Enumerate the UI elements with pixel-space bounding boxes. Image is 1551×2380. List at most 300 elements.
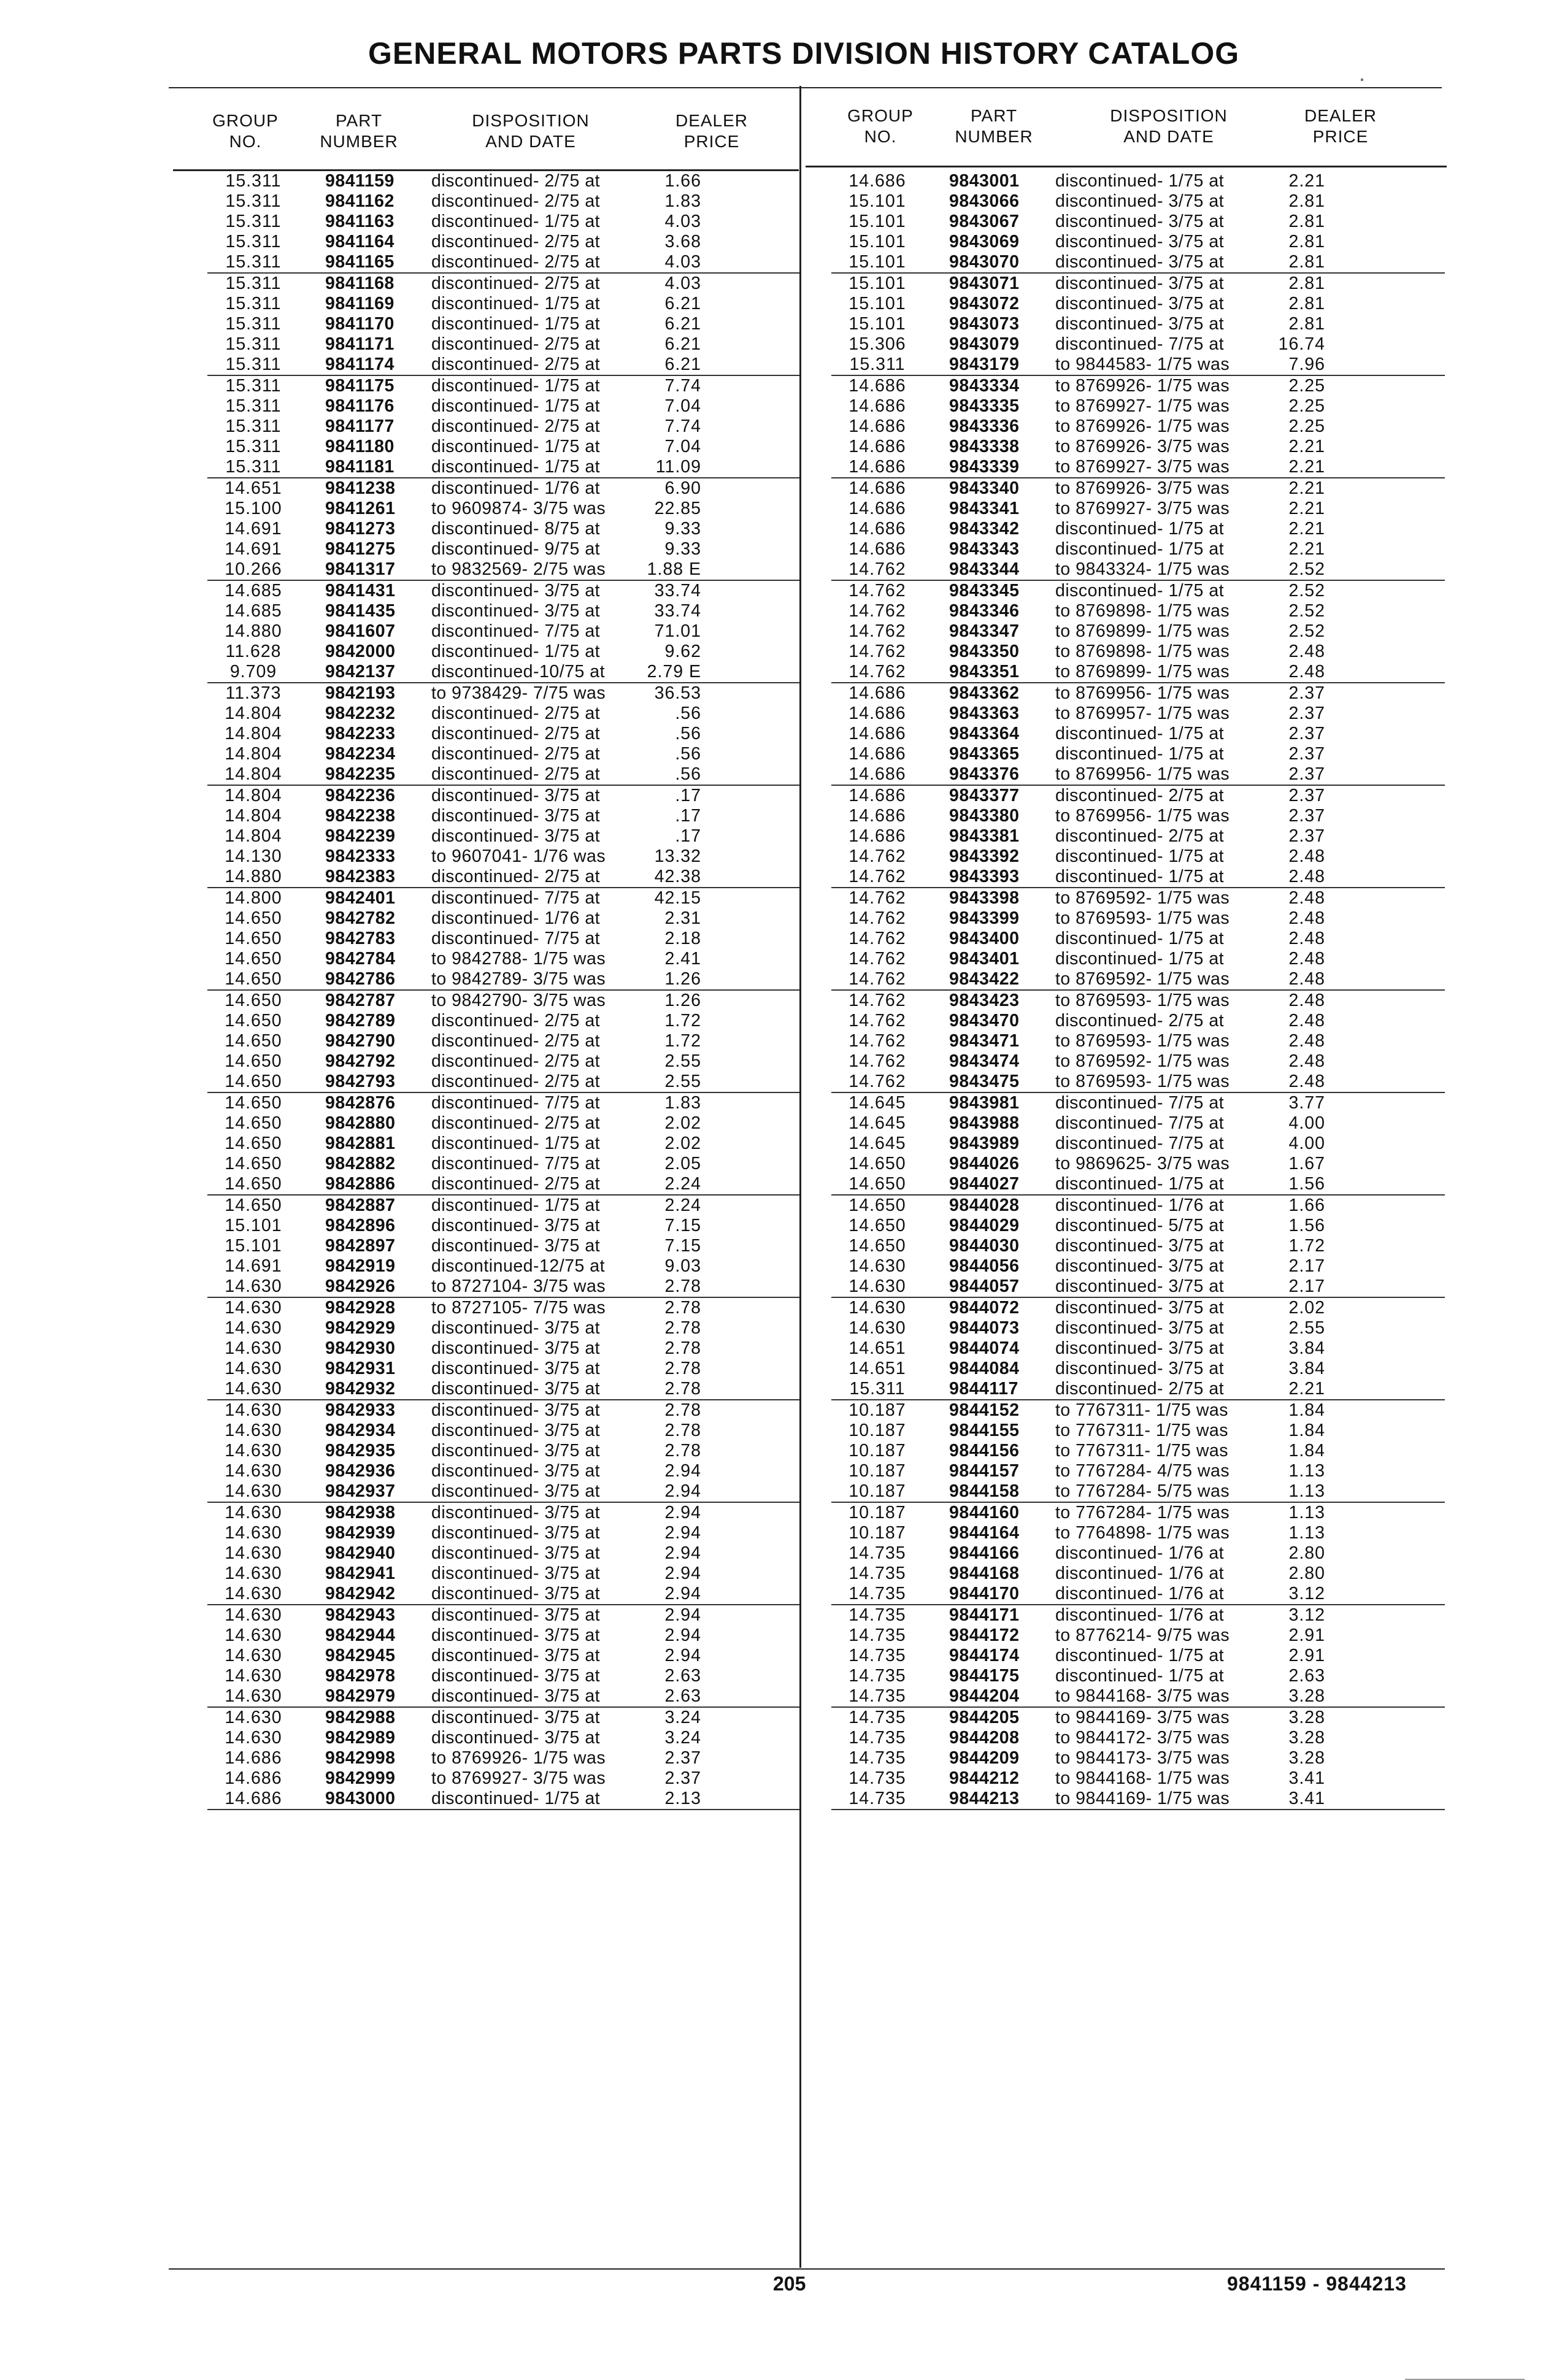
part-number: 9844174 xyxy=(949,1646,1020,1665)
table-row xyxy=(207,334,799,355)
disposition: discontinued- 2/75 at xyxy=(431,704,601,723)
dealer-price: 9.33 xyxy=(664,539,701,559)
group-number: 15.311 xyxy=(225,355,282,374)
part-number: 9841168 xyxy=(325,274,394,293)
disposition: discontinued- 3/75 at xyxy=(431,1686,601,1706)
group-number: 14.686 xyxy=(225,1748,282,1768)
dealer-price: 7.15 xyxy=(664,1236,701,1256)
group-number: 14.735 xyxy=(849,1564,906,1583)
table-row xyxy=(831,1523,1445,1543)
dealer-price: 2.81 xyxy=(1288,252,1325,272)
disposition: to 8769957- 1/75 was xyxy=(1055,704,1230,723)
dealer-price: 2.78 xyxy=(664,1276,701,1296)
dealer-price: 2.63 xyxy=(664,1666,701,1686)
table-row xyxy=(831,1584,1445,1605)
part-number: 9844158 xyxy=(949,1481,1020,1501)
disposition: to 8769927- 3/75 was xyxy=(1055,499,1230,518)
table-row xyxy=(207,1134,799,1154)
part-number: 9842383 xyxy=(325,867,396,886)
table-row xyxy=(207,826,799,846)
group-number: 14.630 xyxy=(225,1708,282,1727)
dealer-price: 2.94 xyxy=(664,1461,701,1481)
disposition: discontinued- 3/75 at xyxy=(431,1543,601,1563)
disposition: discontinued- 3/75 at xyxy=(431,1461,601,1481)
disposition: discontinued- 2/75 at xyxy=(431,724,601,743)
part-number: 9843422 xyxy=(949,969,1020,989)
table-row xyxy=(207,1728,799,1748)
dealer-price: 2.25 xyxy=(1288,396,1325,416)
part-number: 9841163 xyxy=(325,212,394,231)
part-number: 9842236 xyxy=(325,786,396,805)
table-row xyxy=(207,252,799,274)
table-row xyxy=(831,621,1445,642)
part-number: 9844212 xyxy=(949,1768,1020,1788)
table-row xyxy=(207,1421,799,1441)
dealer-price: 2.24 xyxy=(664,1196,701,1215)
dealer-price: 2.37 xyxy=(1288,683,1325,703)
part-number: 9842998 xyxy=(325,1748,396,1768)
table-row xyxy=(207,1400,799,1421)
part-number: 9843393 xyxy=(949,867,1020,886)
table-row xyxy=(831,1686,1445,1708)
disposition: discontinued- 7/75 at xyxy=(1055,1113,1225,1133)
dealer-price: 2.37 xyxy=(1288,806,1325,826)
part-number: 9842787 xyxy=(325,991,396,1010)
disposition: discontinued- 3/75 at xyxy=(431,1626,601,1645)
table-row xyxy=(207,1011,799,1031)
dealer-price: 9.03 xyxy=(664,1256,701,1276)
part-number: 9843079 xyxy=(949,334,1020,354)
disposition: discontinued- 1/75 at xyxy=(431,314,601,334)
group-number: 15.311 xyxy=(225,457,282,477)
right-header-group: GROUP NO. xyxy=(847,106,914,146)
group-number: 14.685 xyxy=(225,581,282,601)
footer-rule xyxy=(169,2268,1445,2270)
disposition: discontinued- 1/75 at xyxy=(1055,846,1225,866)
table-row xyxy=(207,929,799,949)
table-row xyxy=(207,1768,799,1789)
dealer-price: 1.13 xyxy=(1288,1461,1325,1481)
group-number: 14.630 xyxy=(225,1400,282,1420)
disposition: discontinued- 2/75 at xyxy=(431,232,601,251)
table-row xyxy=(207,1031,799,1051)
dealer-price: 2.78 xyxy=(664,1400,701,1420)
part-number: 9841431 xyxy=(325,581,396,601)
group-number: 15.101 xyxy=(849,212,906,231)
group-number: 15.311 xyxy=(225,191,282,211)
group-number: 14.735 xyxy=(849,1605,906,1625)
part-number: 9842932 xyxy=(325,1379,396,1399)
table-row xyxy=(831,1072,1445,1093)
part-number: 9842926 xyxy=(325,1276,396,1296)
group-number: 14.650 xyxy=(225,1134,282,1153)
disposition: discontinued- 1/75 at xyxy=(1055,949,1225,969)
group-number: 14.804 xyxy=(225,744,282,764)
group-number: 14.735 xyxy=(849,1543,906,1563)
table-row xyxy=(207,232,799,252)
dealer-price: 2.13 xyxy=(664,1789,701,1808)
part-number: 9843474 xyxy=(949,1051,1020,1071)
group-number: 14.630 xyxy=(225,1298,282,1318)
dealer-price: .56 xyxy=(675,764,701,784)
disposition: discontinued- 3/75 at xyxy=(431,1564,601,1583)
table-row xyxy=(207,601,799,621)
dealer-price: 2.94 xyxy=(664,1646,701,1665)
table-row xyxy=(207,1113,799,1134)
disposition: to 7767311- 1/75 was xyxy=(1055,1441,1229,1461)
part-number: 9844156 xyxy=(949,1441,1020,1461)
group-number: 15.311 xyxy=(225,232,282,251)
dealer-price: 2.48 xyxy=(1288,908,1325,928)
dealer-price: 2.94 xyxy=(664,1626,701,1645)
table-row xyxy=(831,888,1445,908)
dealer-price: 3.84 xyxy=(1288,1338,1325,1358)
disposition: discontinued- 3/75 at xyxy=(431,1584,601,1603)
table-row xyxy=(831,683,1445,704)
part-number: 9843363 xyxy=(949,704,1020,723)
group-number: 14.650 xyxy=(849,1154,906,1173)
group-number: 14.762 xyxy=(849,601,906,621)
table-row xyxy=(831,355,1445,376)
table-row xyxy=(831,1441,1445,1461)
part-number: 9842782 xyxy=(325,908,396,928)
part-number: 9842942 xyxy=(325,1584,396,1603)
group-number: 9.709 xyxy=(229,662,277,681)
table-row xyxy=(831,478,1445,499)
dealer-price: 2.37 xyxy=(1288,724,1325,743)
part-number: 9842238 xyxy=(325,806,396,826)
group-number: 15.311 xyxy=(849,1379,906,1399)
part-number: 9841165 xyxy=(325,252,394,272)
group-number: 15.306 xyxy=(849,334,906,354)
part-number: 9843344 xyxy=(949,559,1020,579)
group-number: 14.762 xyxy=(849,867,906,886)
part-number: 9842937 xyxy=(325,1481,396,1501)
group-number: 14.630 xyxy=(225,1523,282,1543)
disposition: discontinued- 3/75 at xyxy=(431,1523,601,1543)
dealer-price: 7.74 xyxy=(664,416,701,436)
table-row xyxy=(207,581,799,601)
dealer-price: 4.00 xyxy=(1288,1113,1325,1133)
disposition: to 9832569- 2/75 was xyxy=(431,559,606,579)
disposition: discontinued- 3/75 at xyxy=(431,1421,601,1440)
part-number: 9843071 xyxy=(949,274,1020,293)
left-header-disposition: DISPOSITION AND DATE xyxy=(472,111,590,151)
dealer-price: 6.21 xyxy=(664,355,701,374)
part-number: 9841181 xyxy=(325,457,394,477)
disposition: to 8769898- 1/75 was xyxy=(1055,601,1230,621)
part-number: 9843376 xyxy=(949,764,1020,784)
dealer-price: .56 xyxy=(675,724,701,743)
disposition: discontinued- 2/75 at xyxy=(1055,826,1225,846)
dealer-price: 9.33 xyxy=(664,519,701,539)
group-number: 15.100 xyxy=(225,499,282,518)
dealer-price: 2.41 xyxy=(664,949,701,969)
group-number: 14.650 xyxy=(225,1051,282,1071)
scan-speck xyxy=(1361,79,1363,81)
group-number: 14.735 xyxy=(849,1666,906,1686)
table-row xyxy=(207,294,799,314)
group-number: 14.645 xyxy=(849,1134,906,1153)
dealer-price: 2.21 xyxy=(1288,1379,1325,1399)
part-number: 9842897 xyxy=(325,1236,396,1256)
group-number: 14.735 xyxy=(849,1708,906,1727)
table-row xyxy=(207,662,799,683)
table-row xyxy=(831,1154,1445,1174)
disposition: discontinued- 1/76 at xyxy=(1055,1584,1225,1603)
right-header-disposition: DISPOSITION AND DATE xyxy=(1110,106,1228,146)
dealer-price: 2.94 xyxy=(664,1523,701,1543)
part-number: 9842137 xyxy=(325,662,396,681)
group-number: 14.686 xyxy=(849,416,906,436)
table-row xyxy=(831,1134,1445,1154)
table-row xyxy=(831,786,1445,806)
table-row xyxy=(207,642,799,662)
disposition: discontinued- 3/75 at xyxy=(431,1481,601,1501)
table-row xyxy=(207,744,799,764)
disposition: discontinued- 3/75 at xyxy=(431,1605,601,1625)
dealer-price: 2.78 xyxy=(664,1298,701,1318)
disposition: discontinued-10/75 at xyxy=(431,662,606,681)
dealer-price: 3.24 xyxy=(664,1728,701,1748)
disposition: discontinued- 2/75 at xyxy=(431,764,601,784)
part-number: 9844172 xyxy=(949,1626,1020,1645)
table-row xyxy=(207,1686,799,1708)
group-number: 14.686 xyxy=(849,764,906,784)
disposition: discontinued- 1/75 at xyxy=(1055,1646,1225,1665)
group-number: 14.762 xyxy=(849,949,906,969)
disposition: to 8776214- 9/75 was xyxy=(1055,1626,1230,1645)
part-number: 9842943 xyxy=(325,1605,396,1625)
catalog-title: GENERAL MOTORS PARTS DIVISION HISTORY CATALOG xyxy=(368,36,1240,71)
disposition: to 8769926- 1/75 was xyxy=(1055,376,1230,396)
part-number: 9843423 xyxy=(949,991,1020,1010)
dealer-price: 2.18 xyxy=(664,929,701,948)
dealer-price: 1.66 xyxy=(664,171,701,191)
dealer-price: 2.05 xyxy=(664,1154,701,1173)
dealer-price: 2.37 xyxy=(1288,744,1325,764)
group-number: 14.686 xyxy=(849,539,906,559)
disposition: discontinued- 3/75 at xyxy=(1055,274,1225,293)
title-rule xyxy=(169,87,1442,88)
disposition: discontinued- 3/75 at xyxy=(1055,1236,1225,1256)
dealer-price: 4.00 xyxy=(1288,1134,1325,1153)
dealer-price: 2.48 xyxy=(1288,846,1325,866)
part-number: 9841273 xyxy=(325,519,396,539)
group-number: 14.762 xyxy=(849,1051,906,1071)
table-row xyxy=(207,888,799,908)
part-number: 9842935 xyxy=(325,1441,396,1461)
table-row xyxy=(831,1196,1445,1216)
group-number: 14.650 xyxy=(225,1174,282,1194)
disposition: discontinued- 2/75 at xyxy=(1055,1379,1225,1399)
dealer-price: 2.81 xyxy=(1288,274,1325,293)
disposition: discontinued- 1/75 at xyxy=(431,376,601,396)
disposition: to 9844168- 3/75 was xyxy=(1055,1686,1230,1706)
part-number: 9842786 xyxy=(325,969,396,989)
disposition: to 8769592- 1/75 was xyxy=(1055,969,1230,989)
disposition: to 9844583- 1/75 was xyxy=(1055,355,1230,374)
disposition: discontinued- 8/75 at xyxy=(431,519,601,539)
part-number: 9841171 xyxy=(325,334,394,354)
dealer-price: 2.91 xyxy=(1288,1626,1325,1645)
table-row xyxy=(207,1338,799,1359)
table-row xyxy=(207,1093,799,1113)
dealer-price: 42.38 xyxy=(654,867,701,886)
table-row xyxy=(207,1503,799,1523)
dealer-price: .56 xyxy=(675,744,701,764)
dealer-price: 3.41 xyxy=(1288,1789,1325,1808)
disposition: discontinued- 1/75 at xyxy=(431,642,601,661)
disposition: discontinued- 2/75 at xyxy=(431,1011,601,1031)
part-number: 9842401 xyxy=(325,888,396,908)
group-number: 14.762 xyxy=(849,888,906,908)
group-number: 14.800 xyxy=(225,888,282,908)
disposition: to 9869625- 3/75 was xyxy=(1055,1154,1230,1173)
table-row xyxy=(831,1113,1445,1134)
dealer-price: 2.37 xyxy=(1288,704,1325,723)
dealer-price: 3.28 xyxy=(1288,1686,1325,1706)
group-number: 14.630 xyxy=(225,1461,282,1481)
disposition: discontinued- 1/75 at xyxy=(1055,867,1225,886)
table-row xyxy=(831,1646,1445,1666)
dealer-price: .17 xyxy=(675,806,701,826)
part-number: 9843351 xyxy=(949,662,1020,681)
group-number: 14.630 xyxy=(225,1686,282,1706)
group-number: 14.630 xyxy=(849,1276,906,1296)
disposition: discontinued- 3/75 at xyxy=(431,806,601,826)
table-row xyxy=(831,1708,1445,1728)
part-number: 9844155 xyxy=(949,1421,1020,1440)
disposition: to 9844169- 1/75 was xyxy=(1055,1789,1230,1808)
dealer-price: 3.28 xyxy=(1288,1728,1325,1748)
group-number: 14.650 xyxy=(225,1031,282,1051)
dealer-price: 9.62 xyxy=(664,642,701,661)
table-row xyxy=(831,274,1445,294)
group-number: 14.630 xyxy=(225,1626,282,1645)
group-number: 15.311 xyxy=(225,396,282,416)
dealer-price: 1.13 xyxy=(1288,1523,1325,1543)
table-row xyxy=(207,949,799,969)
disposition: to 9607041- 1/76 was xyxy=(431,846,606,866)
part-number: 9841162 xyxy=(325,191,394,211)
part-number: 9841164 xyxy=(325,232,394,251)
group-number: 14.804 xyxy=(225,764,282,784)
dealer-price: 1.83 xyxy=(664,191,701,211)
dealer-price: 2.79 E xyxy=(647,662,701,681)
group-number: 14.630 xyxy=(225,1605,282,1625)
table-row xyxy=(831,1605,1445,1626)
table-row xyxy=(831,806,1445,826)
left-header-group: GROUP NO. xyxy=(212,111,279,151)
part-number: 9842789 xyxy=(325,1011,396,1031)
group-number: 11.373 xyxy=(225,683,282,703)
dealer-price: 3.77 xyxy=(1288,1093,1325,1113)
table-row xyxy=(207,1318,799,1338)
group-number: 15.101 xyxy=(225,1216,282,1235)
table-row xyxy=(831,1421,1445,1441)
table-row xyxy=(207,908,799,929)
left-parts-table xyxy=(207,171,799,1810)
group-number: 14.762 xyxy=(849,929,906,948)
dealer-price: 2.48 xyxy=(1288,969,1325,989)
part-number: 9842232 xyxy=(325,704,396,723)
group-number: 10.187 xyxy=(849,1441,906,1461)
part-number: 9843338 xyxy=(949,437,1020,456)
disposition: to 8727105- 7/75 was xyxy=(431,1298,606,1318)
disposition: discontinued- 3/75 at xyxy=(431,786,601,805)
disposition: discontinued- 3/75 at xyxy=(431,1728,601,1748)
disposition: discontinued- 1/75 at xyxy=(431,457,601,477)
part-number: 9842933 xyxy=(325,1400,396,1420)
group-number: 14.630 xyxy=(225,1666,282,1686)
group-number: 14.630 xyxy=(225,1564,282,1583)
dealer-price: 1.56 xyxy=(1288,1216,1325,1235)
disposition: discontinued- 2/75 at xyxy=(431,274,601,293)
table-row xyxy=(831,171,1445,191)
table-row xyxy=(831,1543,1445,1564)
disposition: discontinued- 3/75 at xyxy=(431,581,601,601)
disposition: discontinued- 3/75 at xyxy=(1055,232,1225,251)
part-number: 9843067 xyxy=(949,212,1020,231)
group-number: 14.650 xyxy=(849,1216,906,1235)
part-number: 9842931 xyxy=(325,1359,396,1378)
group-number: 14.630 xyxy=(225,1338,282,1358)
part-number: 9842880 xyxy=(325,1113,396,1133)
disposition: discontinued- 7/75 at xyxy=(1055,334,1225,354)
disposition: to 8769592- 1/75 was xyxy=(1055,888,1230,908)
part-number: 9843001 xyxy=(949,171,1020,191)
part-number: 9844074 xyxy=(949,1338,1020,1358)
part-number: 9843398 xyxy=(949,888,1020,908)
dealer-price: 1.72 xyxy=(664,1031,701,1051)
table-row xyxy=(207,355,799,376)
part-number: 9843401 xyxy=(949,949,1020,969)
dealer-price: 2.25 xyxy=(1288,376,1325,396)
disposition: discontinued- 1/75 at xyxy=(431,1789,601,1808)
group-number: 14.130 xyxy=(225,846,282,866)
dealer-price: 1.67 xyxy=(1288,1154,1325,1173)
dealer-price: 2.94 xyxy=(664,1543,701,1563)
disposition: discontinued- 2/75 at xyxy=(431,1113,601,1133)
disposition: to 8769926- 3/75 was xyxy=(1055,478,1230,498)
disposition: discontinued- 3/75 at xyxy=(431,1318,601,1338)
dealer-price: 2.25 xyxy=(1288,416,1325,436)
dealer-price: 2.21 xyxy=(1288,499,1325,518)
dealer-price: 2.52 xyxy=(1288,601,1325,621)
part-number: 9843070 xyxy=(949,252,1020,272)
table-row xyxy=(831,539,1445,559)
table-row xyxy=(831,1481,1445,1503)
table-row xyxy=(207,416,799,437)
dealer-price: 11.09 xyxy=(655,457,701,477)
part-number: 9843339 xyxy=(949,457,1020,477)
group-number: 14.650 xyxy=(225,1072,282,1091)
dealer-price: 13.32 xyxy=(654,846,701,866)
dealer-price: 2.48 xyxy=(1288,1072,1325,1091)
part-number: 9844027 xyxy=(949,1174,1020,1194)
disposition: to 9844173- 3/75 was xyxy=(1055,1748,1230,1768)
disposition: discontinued- 7/75 at xyxy=(431,621,601,641)
dealer-price: 16.74 xyxy=(1278,334,1325,354)
part-number: 9844084 xyxy=(949,1359,1020,1378)
disposition: discontinued- 1/75 at xyxy=(431,1196,601,1215)
disposition: discontinued- 3/75 at xyxy=(431,1666,601,1686)
dealer-price: 7.74 xyxy=(664,376,701,396)
group-number: 14.686 xyxy=(849,683,906,703)
part-number: 9842793 xyxy=(325,1072,396,1091)
disposition: to 7764898- 1/75 was xyxy=(1055,1523,1230,1543)
